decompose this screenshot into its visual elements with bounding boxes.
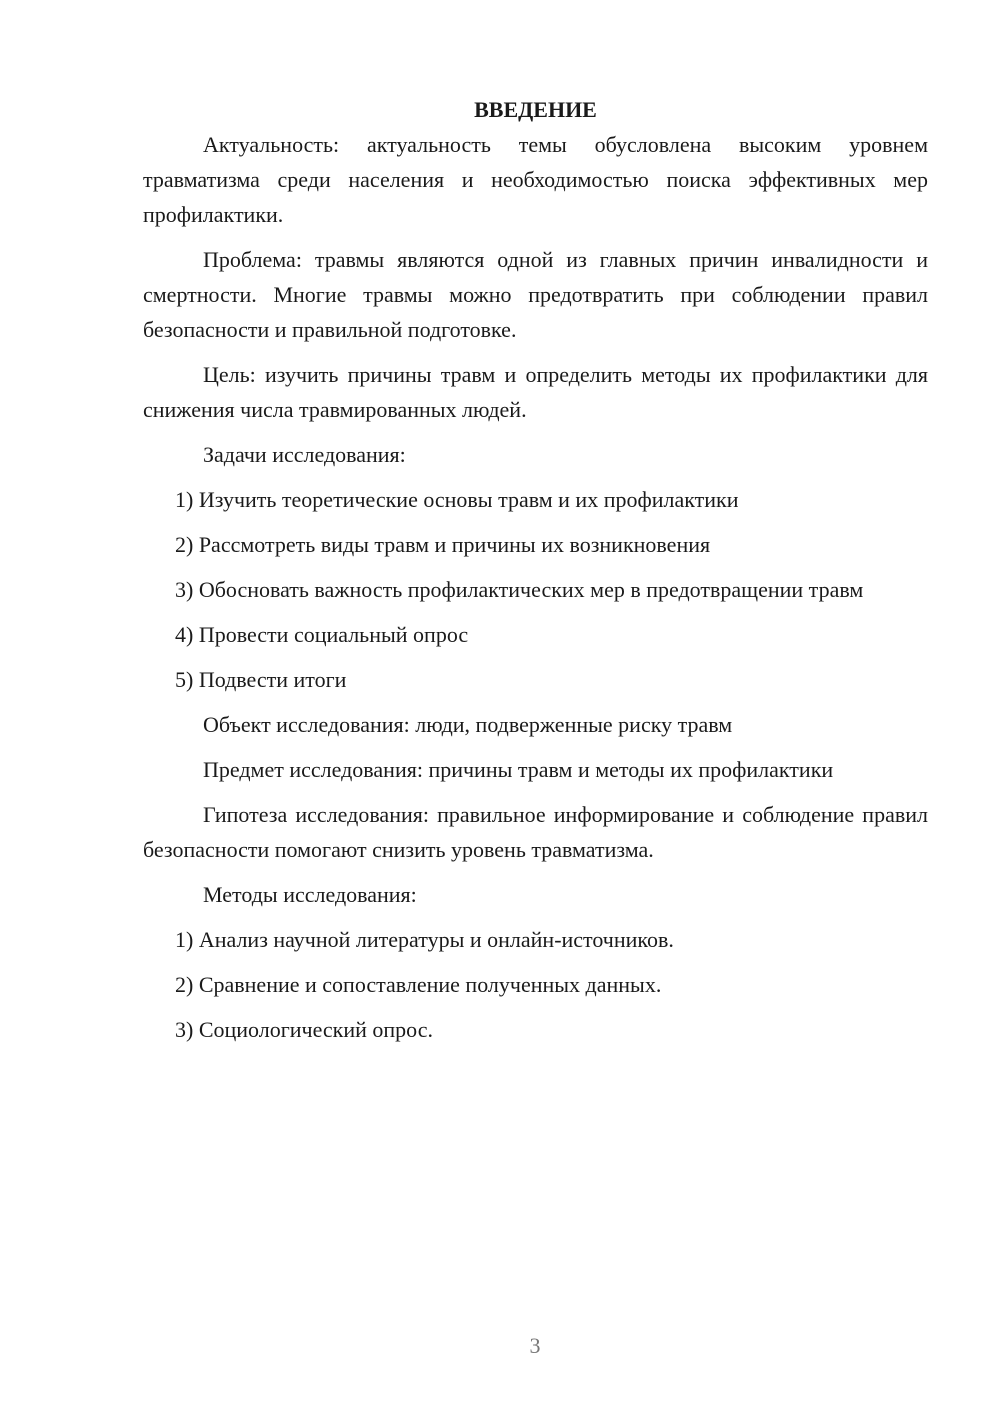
task-item: 1) Изучить теоретические основы травм и их профилактики [175, 487, 739, 512]
problem-paragraph: Проблема: травмы являются одной из главных причин инвалидности и смертности. Многие травмы можно предотвратить при соблюдении правил безопасности и правильной подготовке. [143, 247, 928, 342]
task-item: 3) Обосновать важность профилактических мер в предотвращении травм [175, 577, 864, 602]
task-item: 4) Провести социальный опрос [175, 622, 469, 647]
method-item: 3) Социологический опрос. [175, 1017, 433, 1042]
page-number: 3 [529, 1333, 541, 1358]
task-item: 5) Подвести итоги [175, 667, 347, 692]
document-body [143, 92, 928, 1057]
method-item: 2) Сравнение и сопоставление полученных данных. [175, 972, 662, 997]
methods-title: Методы исследования: [203, 882, 417, 907]
method-item: 1) Анализ научной литературы и онлайн-источников. [175, 927, 674, 952]
goal-paragraph: Цель: изучить причины травм и определить методы их профилактики для снижения числа травмированных людей. [143, 362, 928, 422]
tasks-title: Задачи исследования: [203, 442, 406, 467]
relevance-paragraph: Актуальность: актуальность темы обусловлена высоким уровнем травматизма среди населения и необходимостью поиска эффективных мер профилактики. [143, 132, 928, 227]
object-paragraph: Объект исследования: люди, подверженные риску травм [203, 712, 733, 737]
subject-paragraph: Предмет исследования: причины травм и методы их профилактики [203, 757, 834, 782]
section-heading: ВВЕДЕНИЕ [474, 97, 597, 122]
task-item: 2) Рассмотреть виды травм и причины их возникновения [175, 532, 711, 557]
hypothesis-paragraph: Гипотеза исследования: правильное информирование и соблюдение правил безопасности помогают снизить уровень травматизма. [143, 802, 928, 862]
